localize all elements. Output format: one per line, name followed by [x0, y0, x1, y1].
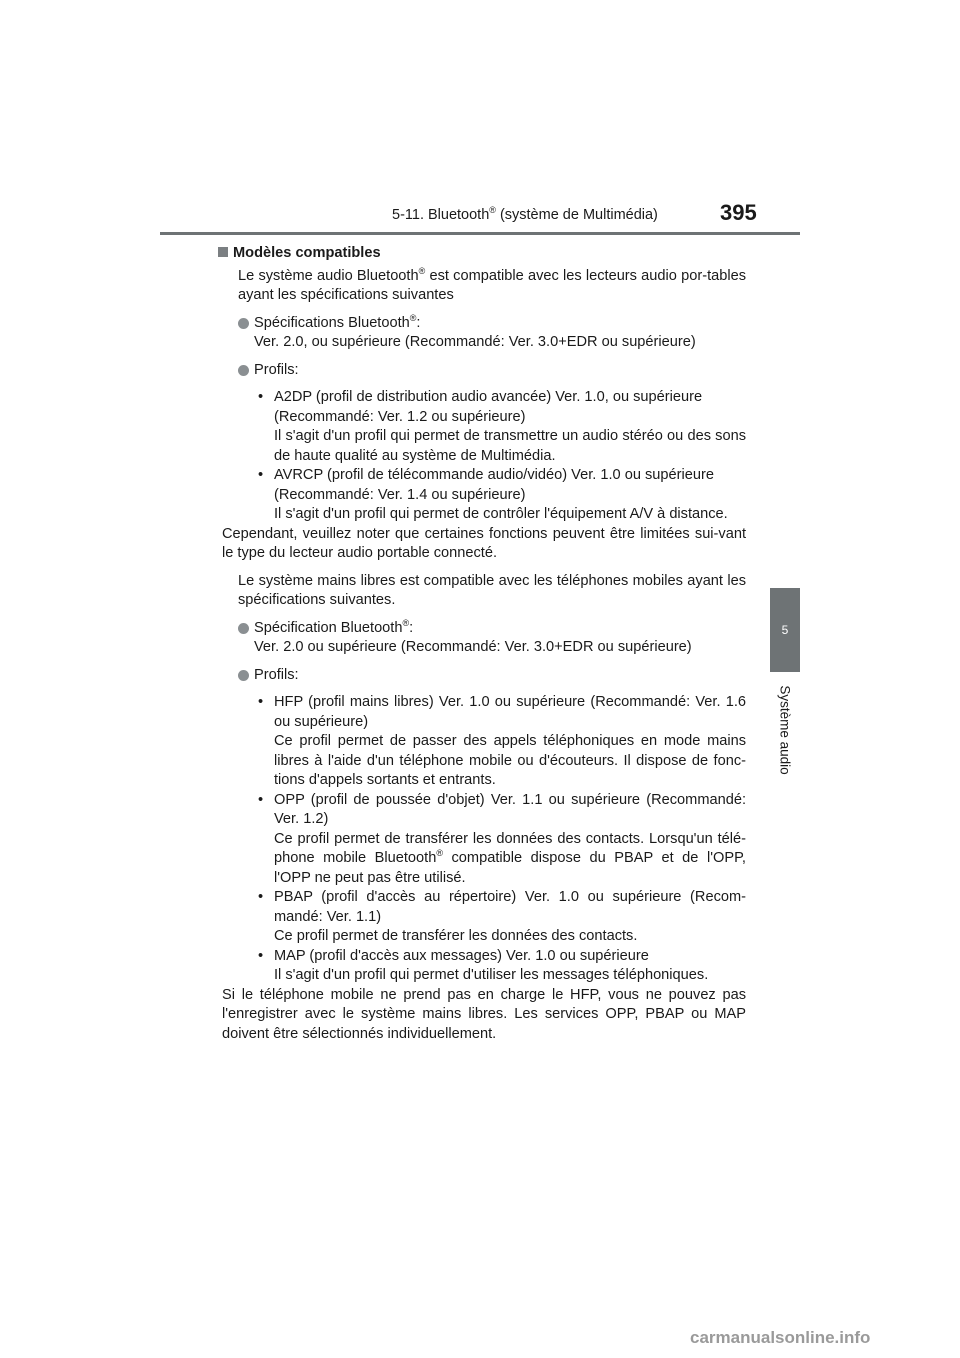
profile-item-pbap	[254, 888, 746, 947]
registered-mark: ®	[418, 265, 426, 276]
map-description: Il s'agit d'un profil qui permet d'utiliser les messages téléphoniques.	[274, 967, 709, 983]
intro-text-a: Le système audio Bluetooth	[238, 267, 419, 284]
header-rule	[160, 232, 800, 235]
list-dot: •	[258, 947, 264, 964]
running-head	[392, 207, 658, 223]
avrcp-title: AVRCP (profil de télécommande audio/vidéo) Ver. 1.0 ou supérieure	[274, 467, 714, 483]
audio-profiles-label: Profils:	[254, 361, 299, 378]
site-watermark: carmanualsonline.info	[690, 1328, 871, 1347]
registered-mark: ®	[489, 205, 496, 215]
opp-description-a: Ce profil permet de transférer les données des contacts. Lorsqu'un télé-phone mobile Bluetooth	[274, 830, 746, 866]
opp-title: OPP (profil de poussée d'objet) Ver. 1.1 ou supérieure (Recommandé: Ver. 1.2)	[274, 791, 746, 827]
running-head-chapter: 5-11. Bluetooth	[392, 207, 490, 223]
section-heading	[218, 244, 746, 264]
map-title: MAP (profil d'accès aux messages) Ver. 1.0 ou supérieure	[274, 947, 649, 964]
opp-description-b: compatible dispose du PBAP et de l'OPP, l'OPP ne peut pas être utilisé.	[274, 850, 746, 886]
pbap-title: PBAP (profil d'accès au répertoire) Ver. 1.0 ou supérieure (Recom-mandé: Ver. 1.1)	[274, 889, 746, 925]
a2dp-title: A2DP (profil de distribution audio avancée) Ver. 1.0, ou supérieure	[274, 389, 703, 405]
avrcp-recommended: (Recommandé: Ver. 1.4 ou supérieure)	[274, 486, 526, 503]
page-number: 395	[720, 200, 757, 225]
audio-profiles-bullet	[238, 361, 746, 381]
profile-item-hfp	[254, 693, 746, 791]
chapter-side-label	[760, 680, 810, 780]
section-heading-text: Modèles compatibles	[233, 245, 381, 261]
round-bullet-icon	[238, 318, 249, 329]
chapter-tab: 5	[770, 588, 800, 672]
registered-mark: ®	[402, 617, 410, 628]
list-dot: •	[258, 467, 264, 483]
phone-spec-value: Ver. 2.0 ou supérieure (Recommandé: Ver. 3.0+EDR ou supérieure)	[254, 639, 692, 655]
hfp-description: Ce profil permet de passer des appels téléphoniques en mode mains libres à l'aide d'un téléphone mobile ou d'écouteurs. Il dispose de fonc-tions d'appels sortants et entrants.	[274, 733, 746, 788]
audio-spec-colon: :	[416, 314, 421, 331]
phone-profiles-bullet	[238, 666, 746, 686]
chapter-side-label-text: Système audio	[777, 685, 793, 775]
phone-spec-colon: :	[409, 619, 414, 636]
intro-paragraph	[238, 267, 746, 306]
a2dp-recommended: (Recommandé: Ver. 1.2 ou supérieure)	[274, 408, 526, 425]
phone-spec-bullet	[238, 619, 746, 658]
handsfree-intro: Le système mains libres est compatible avec les téléphones mobiles ayant les spécifications suivantes.	[238, 572, 746, 608]
round-bullet-icon	[238, 365, 249, 376]
handsfree-note: Si le téléphone mobile ne prend pas en charge le HFP, vous ne pouvez pas l'enregistrer avec le système mains libres. Les services OPP, PBAP ou MAP doivent être sélectionnés individuellement.	[222, 986, 746, 1042]
registered-mark: ®	[436, 848, 443, 858]
registered-mark: ®	[409, 312, 417, 323]
list-dot: •	[258, 694, 264, 710]
phone-profiles-label: Profils:	[254, 666, 299, 683]
hfp-title: HFP (profil mains libres) Ver. 1.0 ou supérieure (Recommandé: Ver. 1.6 ou supérieure)	[274, 694, 746, 730]
avrcp-description: Il s'agit d'un profil qui permet de contrôler l'équipement A/V à distance.	[274, 506, 728, 522]
list-dot: •	[258, 791, 264, 808]
list-dot: •	[258, 889, 264, 905]
profile-item-a2dp	[254, 388, 746, 466]
audio-spec-value: Ver. 2.0, ou supérieure (Recommandé: Ver. 3.0+EDR ou supérieure)	[254, 334, 696, 350]
audio-spec-label: Spécifications Bluetooth	[254, 314, 410, 331]
audio-spec-bullet	[238, 314, 746, 353]
square-bullet-icon	[218, 247, 228, 257]
audio-note: Cependant, veuillez noter que certaines fonctions peuvent être limitées sui-vant le type du lecteur audio portable connecté.	[222, 525, 746, 561]
round-bullet-icon	[238, 623, 249, 634]
profile-item-avrcp	[254, 466, 746, 525]
round-bullet-icon	[238, 670, 249, 681]
a2dp-description: Il s'agit d'un profil qui permet de transmettre un audio stéréo ou des sons de haute qualité au système de Multimédia.	[274, 428, 746, 464]
pbap-description: Ce profil permet de transférer les données des contacts.	[274, 928, 638, 944]
phone-spec-label: Spécification Bluetooth	[254, 619, 403, 636]
list-dot: •	[258, 389, 264, 405]
profile-item-opp	[254, 791, 746, 889]
profile-item-map	[254, 947, 746, 986]
running-head-title: (système de Multimédia)	[495, 207, 658, 223]
intro-text-b: est compatible avec les lecteurs audio por-tables ayant les spécifications suivantes	[238, 267, 747, 303]
page-content	[222, 244, 746, 1044]
